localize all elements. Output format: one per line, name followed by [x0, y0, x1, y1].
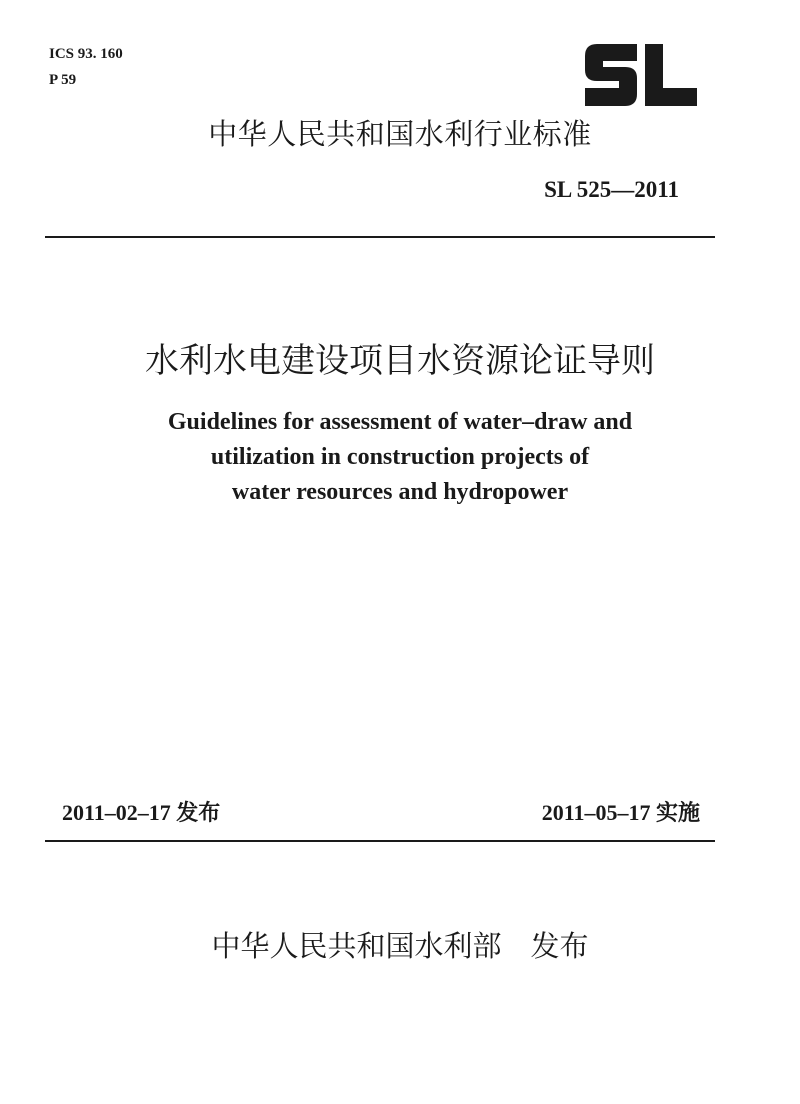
bottom-divider — [45, 840, 715, 842]
standard-number: SL 525—2011 — [544, 177, 679, 202]
top-divider — [45, 236, 715, 238]
classification-code: P 59 — [49, 72, 77, 88]
ics-code: ICS 93. 160 — [49, 46, 123, 62]
english-title-line: utilization in construction projects of — [210, 444, 590, 470]
chinese-title: 水利水电建设项目水资源论证导则 — [145, 341, 655, 381]
english-title — [0, 405, 800, 510]
english-title-line: Guidelines for assessment of water–draw and — [167, 409, 633, 435]
publisher: 中华人民共和国水利部 发布 — [211, 929, 589, 963]
english-title-line: water resources and hydropower — [231, 479, 569, 505]
sl-logo — [583, 42, 699, 108]
issue-date: 2011–02–17 发布 — [62, 800, 221, 825]
implementation-date: 2011–05–17 实施 — [541, 800, 700, 825]
standard-type: 中华人民共和国水利行业标准 — [208, 117, 592, 151]
